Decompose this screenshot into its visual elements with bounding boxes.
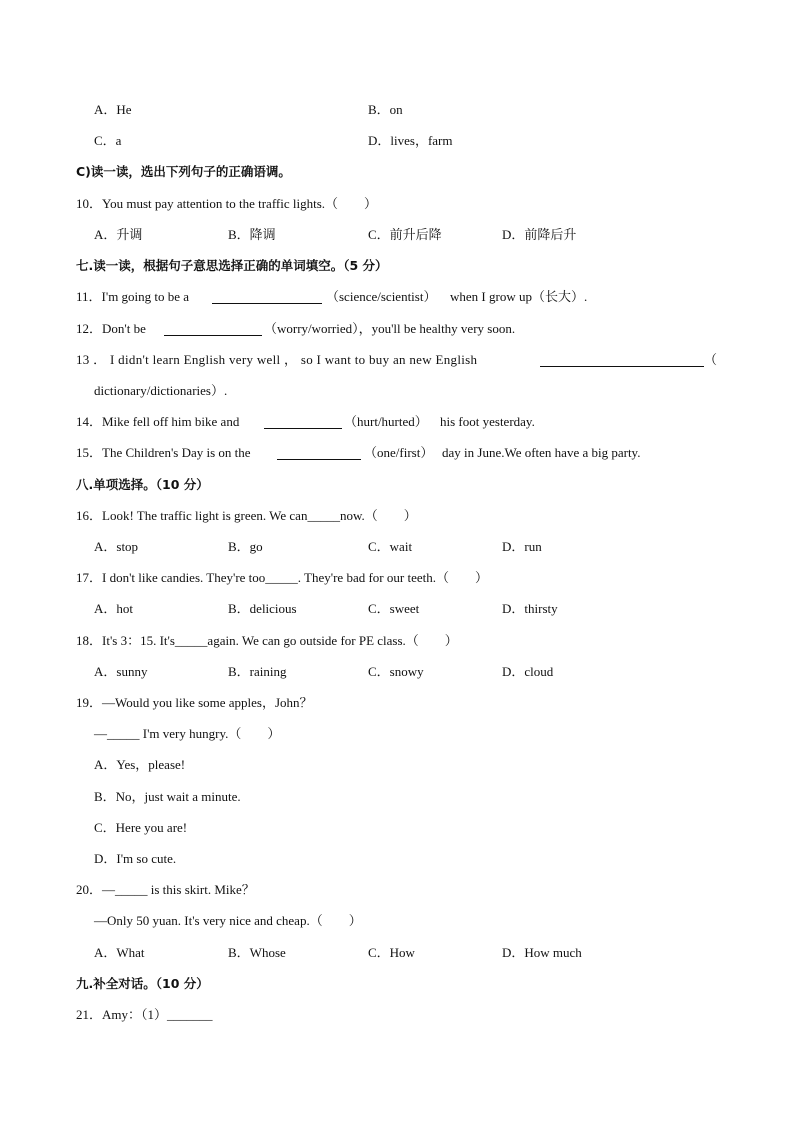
q19-prompt: 19．—Would you like some apples，John？ [76, 695, 313, 710]
q10-option-b: B．降调 [228, 227, 276, 242]
q10-option-a: A．升调 [94, 227, 143, 242]
q20-option-a: A．What [94, 945, 145, 960]
q18-text: 18．It's 3：15. It's_____again. We can go outside for PE class.（ ） [76, 633, 458, 648]
q14-hint: （hurt/hurted） [344, 414, 428, 429]
q11-question [0, 287, 794, 307]
q20-prompt: 20．—_____ is this skirt. Mike？ [76, 882, 255, 897]
q13-hint-open: （ [704, 352, 718, 367]
q21-question [0, 1005, 794, 1025]
q19-option-b: B．No，just wait a minute. [94, 789, 241, 804]
q9-options-row2 [0, 131, 794, 151]
q16-option-d: D．run [502, 539, 542, 554]
q19-option-b-row [0, 787, 794, 807]
q11-hint: （science/scientist） [326, 289, 437, 304]
q16-options [0, 537, 794, 557]
q16-text: 16．Look! The traffic light is green. We can_____now.（ ） [76, 508, 417, 523]
q20-option-b: B．Whose [228, 945, 286, 960]
q18-question [0, 631, 794, 651]
q13-continuation [0, 381, 794, 401]
q19-question-line1 [0, 693, 794, 713]
q12-prefix: 12．Don't be [76, 321, 146, 336]
q10-option-d: D．前降后升 [502, 227, 577, 242]
q9-option-d: D．lives，farm [368, 133, 453, 148]
q19-question-line2 [0, 724, 794, 744]
q20-option-d: D．How much [502, 945, 582, 960]
q15-suffix: day in June.We often have a big party. [442, 445, 641, 460]
section-9-title: 九.补全对话。（10 分） [76, 976, 209, 991]
q12-question [0, 319, 794, 339]
q10-text: 10．You must pay attention to the traffic lights.（ ） [76, 196, 378, 211]
q16-option-c: C．wait [368, 539, 413, 554]
q19-option-c: C．Here you are! [94, 820, 188, 835]
q16-question [0, 506, 794, 526]
q10-options [0, 225, 794, 245]
q20-option-c: C．How [368, 945, 415, 960]
q17-option-d: D．thirsty [502, 601, 558, 616]
q14-question [0, 412, 794, 432]
q13-answer-blank[interactable] [540, 352, 704, 367]
q10-question [0, 194, 794, 214]
q18-option-a: A．sunny [94, 664, 148, 679]
section-c-heading [0, 162, 794, 182]
q21-text: 21．Amy：（1）_______ [76, 1007, 213, 1022]
q17-options [0, 599, 794, 619]
q17-text: 17．I don't like candies. They're too_____. They're bad for our teeth.（ ） [76, 570, 488, 585]
q13-question [0, 350, 794, 370]
q11-answer-blank[interactable] [212, 289, 322, 304]
section-9-heading [0, 974, 794, 994]
q19-option-a: A．Yes，please! [94, 757, 186, 772]
q15-hint: （one/first） [364, 445, 434, 460]
q20-response: —Only 50 yuan. It's very nice and cheap.（ ） [94, 913, 362, 928]
q20-question-line2 [0, 911, 794, 931]
q18-option-d: D．cloud [502, 664, 554, 679]
q19-response: —_____ I'm very hungry.（ ） [94, 726, 281, 741]
q9-options-row1 [0, 100, 794, 120]
q13-hint-words: dictionary/dictionaries）. [94, 383, 228, 398]
section-7-heading [0, 256, 794, 276]
q13-prefix: 13 ． I didn't learn English very well ， so I want to buy an new English [76, 352, 478, 367]
q18-options [0, 662, 794, 682]
q10-option-c: C．前升后降 [368, 227, 442, 242]
q20-question-line1 [0, 880, 794, 900]
q11-prefix: 11．I'm going to be a [76, 289, 190, 304]
q17-option-a: A．hot [94, 601, 134, 616]
q12-answer-blank[interactable] [164, 321, 262, 336]
q17-question [0, 568, 794, 588]
q17-option-b: B．delicious [228, 601, 297, 616]
section-c-title: C)读一读，选出下列句子的正确语调。 [76, 164, 291, 179]
q19-option-d-row [0, 849, 794, 869]
q20-options [0, 943, 794, 963]
q15-answer-blank[interactable] [277, 445, 361, 460]
q19-option-a-row [0, 755, 794, 775]
section-8-heading [0, 475, 794, 495]
q9-option-a: A．He [94, 102, 132, 117]
q9-option-c: C．a [94, 133, 122, 148]
q19-option-c-row [0, 818, 794, 838]
q14-prefix: 14．Mike fell off him bike and [76, 414, 240, 429]
q16-option-b: B．go [228, 539, 263, 554]
q19-option-d: D．I'm so cute. [94, 851, 177, 866]
q11-suffix: when I grow up（长大）. [450, 289, 588, 304]
q14-answer-blank[interactable] [264, 414, 342, 429]
q18-option-b: B．raining [228, 664, 287, 679]
section-8-title: 八.单项选择。（10 分） [76, 477, 209, 492]
section-7-title: 七.读一读，根据句子意思选择正确的单词填空。（5 分） [76, 258, 388, 273]
q9-option-b: B．on [368, 102, 403, 117]
q17-option-c: C．sweet [368, 601, 420, 616]
q15-prefix: 15．The Children's Day is on the [76, 445, 251, 460]
q16-option-a: A．stop [94, 539, 139, 554]
q15-question [0, 443, 794, 463]
q12-hint: （worry/worried），you'll be healthy very soon. [264, 321, 516, 336]
q14-suffix: his foot yesterday. [440, 414, 535, 429]
q18-option-c: C．snowy [368, 664, 424, 679]
